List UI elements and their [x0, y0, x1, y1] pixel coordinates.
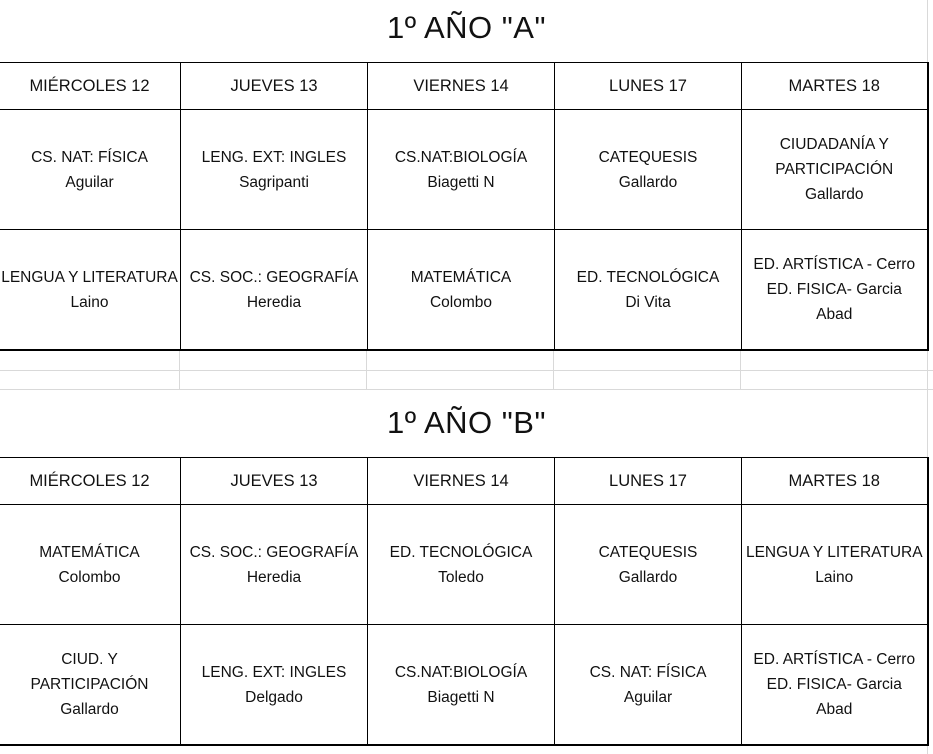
subject-cell — [0, 505, 181, 625]
subject-cell — [181, 625, 368, 746]
subject-name: ED. ARTÍSTICA - Cerro — [753, 651, 916, 668]
sheet-gridline — [553, 350, 554, 390]
subject-cell — [368, 110, 555, 230]
subject-name: ED. FISICA- Garcia — [766, 676, 902, 693]
subject-name: ED. TECNOLÓGICA — [576, 268, 720, 286]
subject-name: LENG. EXT: INGLES — [201, 148, 347, 166]
sheet-gridline — [179, 350, 180, 390]
subject-cell — [555, 230, 742, 351]
subject-name: CATEQUESIS — [598, 148, 698, 166]
subject-cell — [555, 625, 742, 746]
subject-cell — [742, 625, 928, 746]
teacher-name: Laino — [815, 568, 854, 586]
teacher-name: Gallardo — [618, 173, 678, 191]
subject-name: CS. SOC.: GEOGRAFÍA — [189, 268, 359, 286]
sheet-gridline — [366, 350, 367, 390]
subject-name: ED. ARTÍSTICA - Cerro — [753, 256, 916, 273]
subject-cell — [742, 505, 928, 625]
subject-name: LENGUA Y LITERATURA — [745, 543, 923, 561]
teacher-name: Biagetti N — [427, 688, 495, 706]
section-title-a: 1º AÑO "A" — [387, 10, 546, 45]
teacher-name: Abad — [816, 306, 853, 323]
table-row — [0, 230, 928, 351]
subject-name: CATEQUESIS — [598, 543, 698, 561]
day-header: MARTES 18 — [742, 458, 928, 505]
teacher-name: Colombo — [58, 568, 121, 586]
day-header: LUNES 17 — [555, 458, 742, 505]
subject-name: CIUD. Y — [61, 651, 118, 668]
table-header-row — [0, 63, 928, 110]
subject-cell — [555, 110, 742, 230]
subject-cell — [0, 625, 181, 746]
teacher-name: Colombo — [429, 293, 493, 311]
subject-name: ED. FISICA- Garcia — [766, 281, 902, 298]
subject-cell — [368, 505, 555, 625]
subject-cell — [181, 230, 368, 351]
teacher-name: Laino — [70, 293, 109, 311]
day-header: LUNES 17 — [555, 63, 742, 110]
teacher-name: Delgado — [245, 688, 303, 706]
teacher-name: Gallardo — [60, 701, 119, 718]
subject-cell — [555, 505, 742, 625]
day-header: VIERNES 14 — [368, 63, 555, 110]
sheet-gridline — [0, 389, 933, 390]
table-header-row — [0, 458, 928, 505]
teacher-name: Toledo — [438, 568, 484, 586]
day-header: MIÉRCOLES 12 — [0, 63, 181, 110]
subject-name: PARTICIPACIÓN — [30, 676, 149, 693]
subject-name: CIUDADANÍA Y — [779, 136, 889, 153]
subject-name: ED. TECNOLÓGICA — [389, 543, 533, 561]
subject-cell — [368, 230, 555, 351]
schedule-table-b — [0, 457, 929, 746]
subject-cell — [181, 505, 368, 625]
section-title-b: 1º AÑO "B" — [387, 405, 546, 440]
day-header: MARTES 18 — [742, 63, 928, 110]
subject-name: CS.NAT:BIOLOGÍA — [394, 148, 528, 166]
table-row — [0, 110, 928, 230]
teacher-name: Gallardo — [618, 568, 678, 586]
subject-name: LENGUA Y LITERATURA — [1, 268, 178, 286]
day-header: VIERNES 14 — [368, 458, 555, 505]
teacher-name: Sagripanti — [239, 173, 309, 191]
subject-name: PARTICIPACIÓN — [775, 161, 894, 178]
subject-name: CS.NAT:BIOLOGÍA — [394, 663, 528, 681]
table-row — [0, 625, 928, 746]
day-header: MIÉRCOLES 12 — [0, 458, 181, 505]
table-row — [0, 505, 928, 625]
subject-cell — [742, 230, 928, 351]
subject-cell — [742, 110, 928, 230]
subject-name: LENG. EXT: INGLES — [201, 663, 347, 681]
teacher-name: Aguilar — [623, 688, 673, 706]
teacher-name: Gallardo — [804, 186, 864, 203]
teacher-name: Aguilar — [65, 173, 114, 191]
teacher-name: Abad — [816, 701, 853, 718]
teacher-name: Di Vita — [625, 293, 671, 311]
teacher-name: Heredia — [246, 293, 302, 311]
teacher-name: Biagetti N — [427, 173, 495, 191]
subject-cell — [0, 230, 181, 351]
subject-cell — [368, 625, 555, 746]
subject-name: CS. SOC.: GEOGRAFÍA — [189, 543, 359, 561]
sheet-gridline — [0, 370, 933, 371]
subject-name: CS. NAT: FÍSICA — [589, 663, 707, 681]
sheet-gridline — [740, 350, 741, 390]
schedule-table-a — [0, 62, 929, 351]
subject-name: CS. NAT: FÍSICA — [31, 148, 148, 166]
day-header: JUEVES 13 — [181, 458, 368, 505]
teacher-name: Heredia — [246, 568, 302, 586]
subject-cell — [0, 110, 181, 230]
subject-name: MATEMÁTICA — [410, 268, 512, 286]
subject-name: MATEMÁTICA — [39, 543, 140, 561]
subject-cell — [181, 110, 368, 230]
day-header: JUEVES 13 — [181, 63, 368, 110]
